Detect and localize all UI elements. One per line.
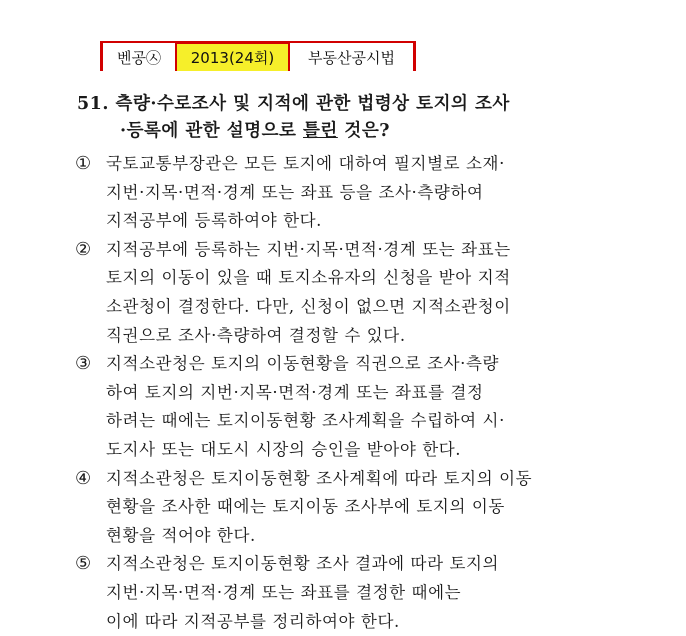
option-line: 직권으로 조사·측량하여 결정할 수 있다. [106, 322, 605, 351]
option-text [106, 150, 605, 236]
answer-option-1[interactable] [75, 150, 605, 236]
answer-options [75, 150, 605, 636]
option-line: 국토교통부장관은 모든 토지에 대하여 필지별로 소재· [106, 150, 605, 179]
option-text [106, 465, 605, 551]
question-stem [77, 91, 597, 145]
option-line: 현황을 적어야 한다. [106, 522, 605, 551]
option-line: 하려는 때에는 토지이동현황 조사계획을 수립하여 시· [106, 407, 605, 436]
option-number: ④ [75, 465, 106, 494]
exam-year-badge: 2013(24회) [175, 41, 290, 71]
option-line: 하여 토지의 지번·지목·면적·경계 또는 좌표를 결정 [106, 379, 605, 408]
option-line: 도지사 또는 대도시 시장의 승인을 받아야 한다. [106, 436, 605, 465]
option-line: 지적소관청은 토지의 이동현황을 직권으로 조사·측량 [106, 350, 605, 379]
answer-option-2[interactable] [75, 236, 605, 350]
option-line: 지번·지목·면적·경계 또는 좌표를 결정한 때에는 [106, 579, 605, 608]
option-line: 현황을 조사한 때에는 토지이동 조사부에 토지의 이동 [106, 493, 605, 522]
answer-option-4[interactable] [75, 465, 605, 551]
option-line: 지적공부에 등록하여야 한다. [106, 207, 605, 236]
option-line: 지적소관청은 토지이동현황 조사계획에 따라 토지의 이동 [106, 465, 605, 494]
question-text-line2-suffix: 것은? [338, 121, 390, 141]
option-line: 토지의 이동이 있을 때 토지소유자의 신청을 받아 지적 [106, 264, 605, 293]
question-number: 51. [77, 94, 109, 114]
option-text [106, 550, 605, 636]
option-text [106, 236, 605, 350]
question-text-line1: 측량·수로조사 및 지적에 관한 법령상 토지의 조사 [116, 94, 510, 114]
option-line: 지적공부에 등록하는 지번·지목·면적·경계 또는 좌표는 [106, 236, 605, 265]
question-text-line2 [77, 118, 597, 145]
option-line: 지적소관청은 토지이동현황 조사 결과에 따라 토지의 [106, 550, 605, 579]
exam-subject: 부동산공시법 [290, 43, 413, 71]
option-line: 지번·지목·면적·경계 또는 좌표 등을 조사·측량하여 [106, 179, 605, 208]
question-text-line2-prefix: ·등록에 관한 설명으로 [120, 121, 303, 141]
option-number: ⑤ [75, 550, 106, 579]
option-number: ① [75, 150, 106, 179]
exam-header-bar [100, 41, 416, 71]
exam-label: 벤공㉦ [103, 43, 175, 71]
option-text [106, 350, 605, 464]
option-number: ② [75, 236, 106, 265]
answer-option-3[interactable] [75, 350, 605, 464]
option-line: 이에 따라 지적공부를 정리하여야 한다. [106, 608, 605, 636]
question-emphasis-wrong: 틀린 [303, 121, 338, 141]
option-number: ③ [75, 350, 106, 379]
option-line: 소관청이 결정한다. 다만, 신청이 없으면 지적소관청이 [106, 293, 605, 322]
answer-option-5[interactable] [75, 550, 605, 636]
